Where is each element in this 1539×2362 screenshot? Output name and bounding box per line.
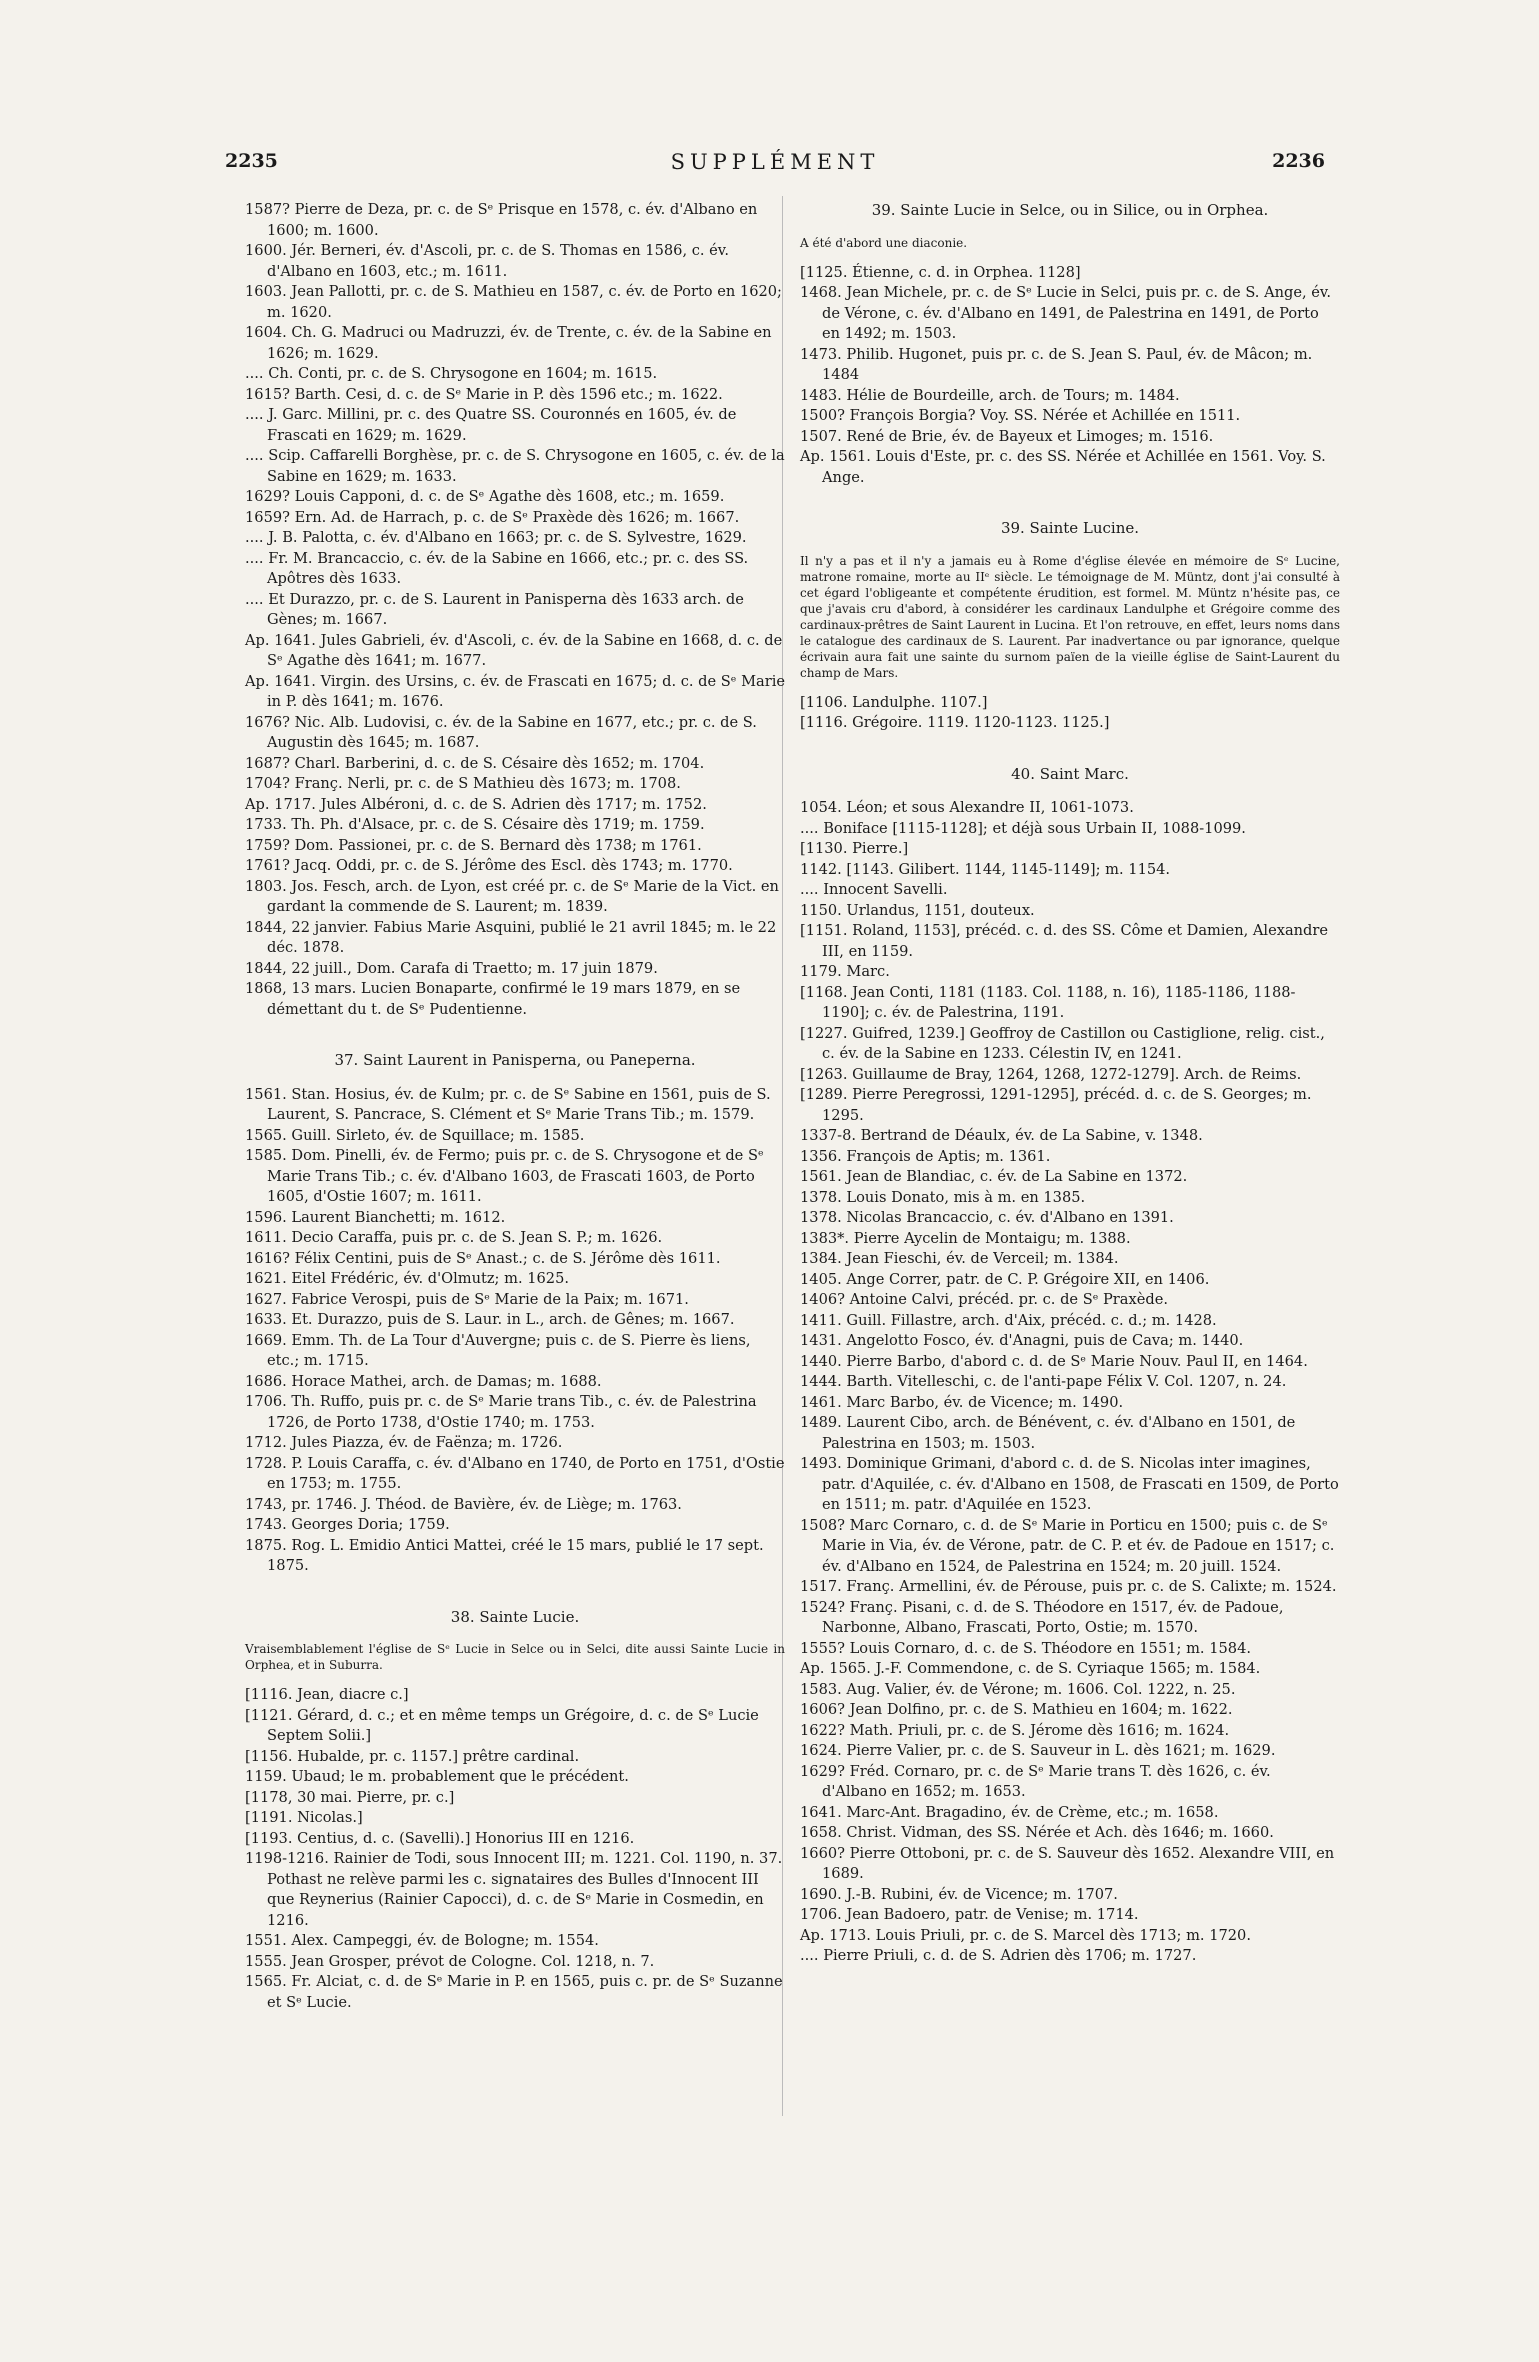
section-40-title: 40. Saint Marc.	[1011, 764, 1129, 783]
list-entry: 1483. Hélie de Bourdeille, arch. de Tours; m. 1484.	[800, 386, 1180, 404]
left-page-number: 2235	[225, 150, 278, 172]
section-37-entries	[245, 1085, 790, 1577]
list-entry: [1263. Guillaume de Bray, 1264, 1268, 1272-1279]. Arch. de Reims.	[800, 1065, 1302, 1083]
list-entry: [1178, 30 mai. Pierre, pr. c.]	[245, 1788, 455, 1806]
list-entry: 1473. Philib. Hugonet, puis pr. c. de S. Jean S. Paul, év. de Mâcon; m. 1484	[800, 345, 1317, 383]
list-entry: 1508? Marc Cornaro, c. d. de Sᵉ Marie in Porticu en 1500; puis c. de Sᵉ Marie in Via, év. de Vérone, patr. de C. P. et év. de Padoue en 1517; c. év. d'Albano en 1524, de Palestrina en 1524; m. 20 juill. 1524.	[800, 1516, 1340, 1575]
list-entry: 1561. Jean de Blandiac, c. év. de La Sabine en 1372.	[800, 1168, 1188, 1185]
list-entry: Ap. 1641. Virgin. des Ursins, c. év. de Frascati en 1675; d. c. de Sᵉ Marie in P. dès 1641; m. 1676.	[245, 672, 790, 710]
section-38-entries	[245, 1685, 788, 2013]
list-entry: 1383*. Pierre Aycelin de Montaigu; m. 1388.	[800, 1229, 1131, 1247]
list-entry: 1444. Barth. Vitelleschi, c. de l'anti-pape Félix V. Col. 1207, n. 24.	[800, 1373, 1287, 1390]
list-entry: Ap. 1717. Jules Albéroni, d. c. de S. Adrien dès 1717; m. 1752.	[245, 795, 707, 813]
list-entry: [1289. Pierre Peregrossi, 1291-1295], précéd. d. c. de S. Georges; m. 1295.	[800, 1086, 1317, 1124]
list-entry: 1690. J.-B. Rubini, év. de Vicence; m. 1707.	[800, 1885, 1118, 1903]
list-entry: 1565. Guill. Sirleto, év. de Squillace; m. 1585.	[245, 1126, 585, 1144]
list-entry: 1561. Stan. Hosius, év. de Kulm; pr. c. de Sᵉ Sabine en 1561, puis de S. Laurent, S. Pancrace, S. Clément et Sᵉ Marie Trans Tib.; m. 1579.	[245, 1085, 776, 1123]
list-entry: 1633. Et. Durazzo, puis de S. Laur. in L., arch. de Gênes; m. 1667.	[245, 1311, 735, 1328]
list-entry: 1606? Jean Dolfino, pr. c. de S. Mathieu en 1604; m. 1622.	[800, 1701, 1233, 1718]
list-entry: 1627. Fabrice Verospi, puis de Sᵉ Marie de la Paix; m. 1671.	[245, 1290, 689, 1308]
list-entry: 1600. Jér. Berneri, év. d'Ascoli, pr. c. de S. Thomas en 1586, c. év. d'Albano en 1603, etc.; m. 1611.	[245, 242, 734, 280]
list-entry: 1378. Nicolas Brancaccio, c. év. d'Albano en 1391.	[800, 1209, 1174, 1226]
list-entry: 1604. Ch. G. Madruci ou Madruzzi, év. de Trente, c. év. de la Sabine en 1626; m. 1629.	[245, 324, 777, 362]
section-37-title: 37. Saint Laurent in Panisperna, ou Paneperna.	[334, 1051, 696, 1069]
list-entry: 1431. Angelotto Fosco, év. d'Anagni, puis de Cava; m. 1440.	[800, 1332, 1244, 1349]
list-entry: 1405. Ange Correr, patr. de C. P. Grégoire XII, en 1406.	[800, 1270, 1210, 1288]
list-entry: [1130. Pierre.]	[800, 840, 909, 857]
list-entry: 1384. Jean Fieschi, év. de Verceil; m. 1384.	[800, 1250, 1119, 1267]
left-column	[245, 200, 790, 2013]
list-entry: [1121. Gérard, d. c.; et en même temps un Grégoire, d. c. de Sᵉ Lucie Septem Solii.]	[245, 1706, 764, 1744]
list-entry: 1524? Franç. Pisani, c. d. de S. Théodore en 1517, év. de Padoue, Narbonne, Albano, Frascati, Porto, Ostie; m. 1570.	[800, 1598, 1289, 1636]
list-entry: 1585. Dom. Pinelli, év. de Fermo; puis pr. c. de S. Chrysogone et de Sᵉ Marie Trans Tib.; c. év. d'Albano 1603, de Frascati 1603, de Porto 1605, d'Ostie 1607; m. 1611.	[245, 1147, 769, 1205]
page-header	[225, 150, 1325, 190]
list-entry: 1844, 22 janvier. Fabius Marie Asquini, publié le 21 avril 1845; m. le 22 déc. 1878.	[245, 918, 781, 956]
list-entry: [1156. Hubalde, pr. c. 1157.] prêtre cardinal.	[245, 1747, 580, 1765]
right-page-number: 2236	[1272, 150, 1325, 172]
list-entry: [1116. Jean, diacre c.]	[245, 1686, 409, 1703]
list-entry: 1565. Fr. Alciat, c. d. de Sᵉ Marie in P. en 1565, puis c. pr. de Sᵉ Suzanne et Sᵉ Lucie.	[245, 1973, 788, 2011]
list-entry: 1659? Ern. Ad. de Harrach, p. c. de Sᵉ Praxède dès 1626; m. 1667.	[245, 508, 740, 526]
list-entry: 1489. Laurent Cibo, arch. de Bénévent, c. év. d'Albano en 1501, de Palestrina en 1503; m. 1503.	[800, 1414, 1300, 1452]
list-entry: .... Fr. M. Brancaccio, c. év. de la Sabine en 1666, etc.; pr. c. des SS. Apôtres dès 1633.	[245, 549, 753, 587]
list-entry: .... Scip. Caffarelli Borghèse, pr. c. de S. Chrysogone en 1605, c. év. de la Sabine en 1629; m. 1633.	[245, 447, 790, 485]
list-entry: 1461. Marc Barbo, év. de Vicence; m. 1490.	[800, 1393, 1124, 1411]
list-entry: 1743. Georges Doria; 1759.	[245, 1516, 450, 1533]
list-entry: 1728. P. Louis Caraffa, c. év. d'Albano en 1740, de Porto en 1751, d'Ostie en 1753; m. 1755.	[245, 1454, 790, 1492]
list-entry: 1378. Louis Donato, mis à m. en 1385.	[800, 1188, 1086, 1206]
list-entry: 1555? Louis Cornaro, d. c. de S. Théodore en 1551; m. 1584.	[800, 1639, 1251, 1657]
list-entry: 1555. Jean Grosper, prévot de Cologne. Col. 1218, n. 7.	[245, 1952, 655, 1970]
section-39b-title: 39. Sainte Lucine.	[1000, 519, 1140, 537]
list-entry: .... Ch. Conti, pr. c. de S. Chrysogone en 1604; m. 1615.	[245, 365, 658, 382]
section-39b-note: Il n'y a pas et il n'y a jamais eu à Rome d'église élevée en mémoire de Sᵉ Lucine, matrone romaine, morte au IIᵉ siècle. Le témoignage de M. Müntz, dont j'ai consulté à cet égard l'obligeante et compétente érudition, est formel. M. Müntz n'hésite pas, ce que j'avais cru d'abord, à considérer les cardinaux Landulphe et Grégoire comme des cardinaux-prêtres de Saint Laurent in Lucina. Et l'on retrouve, en effet, leurs noms dans le catalogue des cardinaux de S. Laurent. Par inadvertance ou par ignorance, quelque écrivain aura fait une sainte du surnom païen de la vieille église de Saint-Laurent du champ de Mars.	[800, 553, 1340, 680]
list-entry: 1551. Alex. Campeggi, év. de Bologne; m. 1554.	[245, 1932, 599, 1949]
list-entry: 1629? Fréd. Cornaro, pr. c. de Sᵉ Marie trans T. dès 1626, c. év. d'Albano en 1652; m. 1653.	[800, 1762, 1276, 1800]
list-entry: 1706. Jean Badoero, patr. de Venise; m. 1714.	[800, 1906, 1139, 1923]
list-entry: .... Innocent Savelli.	[800, 881, 948, 898]
list-entry: 1356. François de Aptis; m. 1361.	[800, 1147, 1051, 1165]
list-entry: 1759? Dom. Passionei, pr. c. de S. Bernard dès 1738; m 1761.	[245, 836, 702, 854]
list-entry: 1658. Christ. Vidman, des SS. Nérée et Ach. dès 1646; m. 1660.	[800, 1824, 1274, 1841]
list-entry: 1493. Dominique Grimani, d'abord c. d. de S. Nicolas inter imagines, patr. d'Aquilée, c. év. d'Albano en 1508, de Frascati en 1509, de Porto en 1511; m. patr. d'Aquilée en 1523.	[800, 1455, 1344, 1513]
list-entry: 1054. Léon; et sous Alexandre II, 1061-1073.	[800, 799, 1134, 816]
list-entry: [1168. Jean Conti, 1181 (1183. Col. 1188, n. 16), 1185-1186, 1188-1190]; c. év. de Palestrina, 1191.	[800, 983, 1296, 1021]
section-38-note: Vraisemblablement l'église de Sᵉ Lucie in Selce ou in Selci, dite aussi Sainte Lucie in Orphea, et in Suburra.	[245, 1642, 785, 1672]
list-entry: 1875. Rog. L. Emidio Antici Mattei, créé le 15 mars, publié le 17 sept. 1875.	[245, 1536, 769, 1574]
list-entry: 1641. Marc-Ant. Bragadino, év. de Crème, etc.; m. 1658.	[800, 1803, 1219, 1821]
list-entry: 1468. Jean Michele, pr. c. de Sᵉ Lucie in Selci, puis pr. c. de S. Ange, év. de Vérone, c. év. d'Albano en 1491, de Palestrina en 1491, de Porto en 1492; m. 1503.	[800, 284, 1336, 342]
list-entry: 1844, 22 juill., Dom. Carafa di Traetto; m. 17 juin 1879.	[245, 959, 658, 977]
list-entry: 1615? Barth. Cesi, d. c. de Sᵉ Marie in P. dès 1596 etc.; m. 1622.	[245, 385, 723, 403]
list-entry: 1159. Ubaud; le m. probablement que le précédent.	[245, 1768, 629, 1785]
list-entry: 1337-8. Bertrand de Déaulx, év. de La Sabine, v. 1348.	[800, 1127, 1203, 1144]
list-entry: Ap. 1561. Louis d'Este, pr. c. des SS. Nérée et Achillée en 1561. Voy. S. Ange.	[800, 448, 1331, 486]
list-entry: 1629? Louis Capponi, d. c. de Sᵉ Agathe dès 1608, etc.; m. 1659.	[245, 488, 725, 505]
list-entry: 1198-1216. Rainier de Todi, sous Innocent III; m. 1221. Col. 1190, n. 37. Pothast ne relève parmi les c. signataires des Bulles d'Innocent III que Reynerius (Rainier Capocci), d. c. de Sᵉ Marie in Cosmedin, en 1216.	[245, 1850, 787, 1929]
list-entry: 1406? Antoine Calvi, précéd. pr. c. de Sᵉ Praxède.	[800, 1291, 1168, 1308]
list-entry: [1125. Étienne, c. d. in Orphea. 1128]	[800, 263, 1081, 281]
list-entry: 1587? Pierre de Deza, pr. c. de Sᵉ Prisque en 1578, c. év. d'Albano en 1600; m. 1600.	[245, 201, 762, 239]
list-entry: 1179. Marc.	[800, 963, 890, 980]
list-entry: [1151. Roland, 1153], précéd. c. d. des SS. Côme et Damien, Alexandre III, en 1159.	[800, 922, 1333, 960]
list-entry: 1706. Th. Ruffo, puis pr. c. de Sᵉ Marie trans Tib., c. év. de Palestrina 1726, de Porto 1738, d'Ostie 1740; m. 1753.	[245, 1393, 762, 1431]
list-entry: 1660? Pierre Ottoboni, pr. c. de S. Sauveur dès 1652. Alexandre VIII, en 1689.	[800, 1844, 1339, 1882]
list-entry: 1150. Urlandus, 1151, douteux.	[800, 901, 1035, 919]
entries-top	[245, 200, 790, 1020]
list-entry: 1868, 13 mars. Lucien Bonaparte, confirmé le 19 mars 1879, en se démettant du t. de Sᵉ Pudentienne.	[245, 980, 745, 1018]
list-entry: [1193. Centius, d. c. (Savelli).] Honorius III en 1216.	[245, 1829, 635, 1847]
list-entry: 1687? Charl. Barberini, d. c. de S. Césaire dès 1652; m. 1704.	[245, 754, 705, 772]
list-entry: [1191. Nicolas.]	[245, 1809, 363, 1826]
list-entry: .... J. Garc. Millini, pr. c. des Quatre SS. Couronnés en 1605, év. de Frascati en 1629; m. 1629.	[245, 406, 741, 444]
list-entry: 1761? Jacq. Oddi, pr. c. de S. Jérôme des Escl. dès 1743; m. 1770.	[245, 857, 733, 874]
list-entry: 1621. Eitel Frédéric, év. d'Olmutz; m. 1625.	[245, 1270, 570, 1287]
list-entry: 1500? François Borgia? Voy. SS. Nérée et Achillée en 1511.	[800, 407, 1241, 424]
list-entry: 1743, pr. 1746. J. Théod. de Bavière, év. de Liège; m. 1763.	[245, 1495, 682, 1513]
list-entry: 1517. Franç. Armellini, év. de Pérouse, puis pr. c. de S. Calixte; m. 1524.	[800, 1578, 1337, 1595]
list-entry: 1440. Pierre Barbo, d'abord c. d. de Sᵉ Marie Nouv. Paul II, en 1464.	[800, 1352, 1308, 1370]
list-entry: [1227. Guifred, 1239.] Geoffroy de Castillon ou Castiglione, relig. cist., c. év. de la Sabine en 1233. Célestin IV, en 1241.	[800, 1024, 1330, 1062]
list-entry: [1106. Landulphe. 1107.]	[800, 693, 988, 711]
list-entry: 1669. Emm. Th. de La Tour d'Auvergne; puis c. de S. Pierre ès liens, etc.; m. 1715.	[245, 1331, 756, 1369]
list-entry: .... Boniface [1115-1128]; et déjà sous Urbain II, 1088-1099.	[800, 819, 1246, 837]
list-entry: Ap. 1713. Louis Priuli, pr. c. de S. Marcel dès 1713; m. 1720.	[800, 1926, 1251, 1944]
section-40-entries	[800, 798, 1344, 1967]
section-39a-note: A été d'abord une diaconie.	[800, 235, 968, 250]
list-entry: [1116. Grégoire. 1119. 1120-1123. 1125.]	[800, 714, 1110, 731]
list-entry: 1603. Jean Pallotti, pr. c. de S. Mathieu en 1587, c. év. de Porto en 1620; m. 1620.	[245, 283, 787, 321]
list-entry: 1616? Félix Centini, puis de Sᵉ Anast.; c. de S. Jérôme dès 1611.	[245, 1249, 721, 1267]
section-38-title: 38. Sainte Lucie.	[450, 1607, 580, 1626]
list-entry: 1704? Franç. Nerli, pr. c. de S Mathieu dès 1673; m. 1708.	[245, 775, 681, 792]
list-entry: 1624. Pierre Valier, pr. c. de S. Sauveur in L. dès 1621; m. 1629.	[800, 1742, 1276, 1759]
list-entry: .... J. B. Palotta, c. év. d'Albano en 1663; pr. c. de S. Sylvestre, 1629.	[245, 529, 747, 546]
list-entry: 1622? Math. Priuli, pr. c. de S. Jérome dès 1616; m. 1624.	[800, 1721, 1230, 1739]
list-entry: 1611. Decio Caraffa, puis pr. c. de S. Jean S. P.; m. 1626.	[245, 1229, 663, 1246]
page-title: SUPPLÉMENT	[670, 150, 880, 174]
list-entry: .... Et Durazzo, pr. c. de S. Laurent in Panisperna dès 1633 arch. de Gènes; m. 1667.	[245, 590, 749, 628]
list-entry: 1142. [1143. Gilibert. 1144, 1145-1149]; m. 1154.	[800, 860, 1171, 878]
section-39a-title: 39. Sainte Lucie in Selce, ou in Silice, ou in Orphea.	[871, 201, 1269, 219]
list-entry: 1733. Th. Ph. d'Alsace, pr. c. de S. Césaire dès 1719; m. 1759.	[245, 816, 705, 833]
list-entry: 1686. Horace Mathei, arch. de Damas; m. 1688.	[245, 1372, 602, 1390]
list-entry: 1411. Guill. Fillastre, arch. d'Aix, précéd. c. d.; m. 1428.	[800, 1311, 1217, 1329]
list-entry: 1676? Nic. Alb. Ludovisi, c. év. de la Sabine en 1677, etc.; pr. c. de S. Augustin dès 1645; m. 1687.	[245, 713, 762, 751]
list-entry: 1712. Jules Piazza, év. de Faënza; m. 1726.	[245, 1434, 563, 1451]
list-entry: Ap. 1565. J.-F. Commendone, c. de S. Cyriaque 1565; m. 1584.	[800, 1660, 1261, 1677]
list-entry: Ap. 1641. Jules Gabrieli, év. d'Ascoli, c. év. de la Sabine en 1668, d. c. de Sᵉ Agathe dès 1641; m. 1677.	[245, 631, 787, 669]
list-entry: 1583. Aug. Valier, év. de Vérone; m. 1606. Col. 1222, n. 25.	[800, 1680, 1236, 1698]
right-column	[800, 200, 1344, 1967]
list-entry: 1803. Jos. Fesch, arch. de Lyon, est créé pr. c. de Sᵉ Marie de la Vict. en gardant la commende de S. Laurent; m. 1839.	[245, 877, 784, 915]
section-39b-entries	[800, 693, 1340, 734]
list-entry: 1507. René de Brie, év. de Bayeux et Limoges; m. 1516.	[800, 427, 1214, 445]
section-39a-entries	[800, 263, 1340, 489]
list-entry: 1596. Laurent Bianchetti; m. 1612.	[245, 1208, 506, 1226]
list-entry: .... Pierre Priuli, c. d. de S. Adrien dès 1706; m. 1727.	[800, 1947, 1197, 1964]
